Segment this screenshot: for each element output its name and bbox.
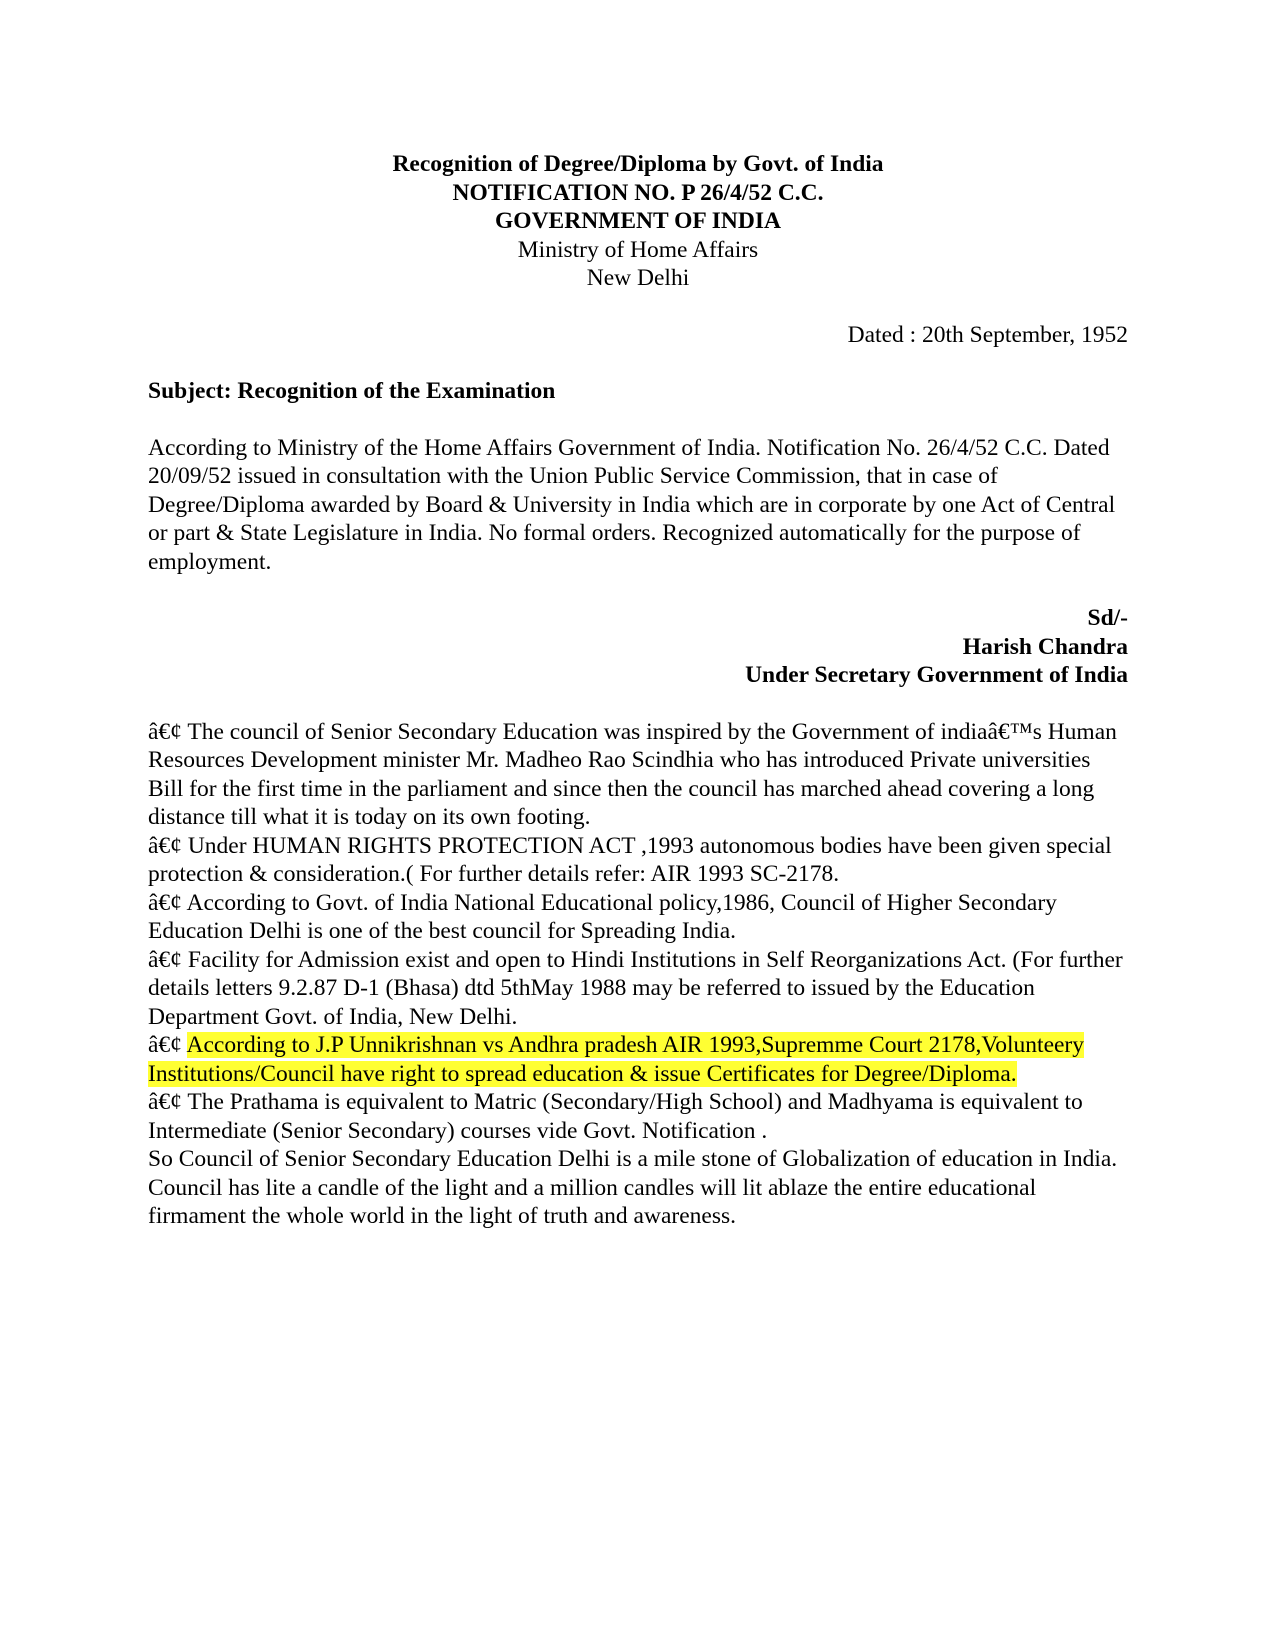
signature-block — [148, 604, 1128, 690]
body-paragraph: According to Ministry of the Home Affairs Government of India. Notification No. 26/4/52 C.C. Dated 20/09/52 issued in consultation with the Union Public Service Commission, that in case of Degree/Diploma awarded by Board & University in India which are in corporate by one Act of Central or part & State Legislature in India. No formal orders. Recognized automatically for the purpose of employment. — [148, 434, 1116, 575]
bullet-marker: â€¢ — [148, 889, 182, 916]
bullet-item — [148, 889, 1128, 946]
location: New Delhi — [586, 265, 690, 291]
ministry-name: Ministry of Home Affairs — [517, 236, 759, 263]
bullet-item — [148, 1088, 1128, 1145]
bullet-marker: â€¢ — [148, 1089, 182, 1115]
bullet-item — [148, 718, 1128, 832]
highlighted-bullet-text: According to J.P Unnikrishnan vs Andhra pradesh AIR 1993,Supremme Court 2178,Volunteery Institutions/Council have right to spread education & issue Certificates for Degree/Diploma. — [148, 1032, 1085, 1087]
signatory-name: Harish Chandra — [962, 633, 1128, 660]
bullet-text: According to Govt. of India National Educational policy,1986, Council of Higher Secondary Education Delhi is one of the best council for Spreading India. — [148, 889, 1057, 944]
bullet-marker: â€¢ — [148, 832, 182, 859]
signatory-title: Under Secretary Government of India — [745, 662, 1128, 688]
subject-line: Subject: Recognition of the Examination — [148, 378, 556, 404]
document-content — [148, 150, 1128, 1231]
closing-paragraph: So Council of Senior Secondary Education Delhi is a mile stone of Globalization of education in India. Council has lite a candle of the light and a million candles will lit ablaze the entire educational firmament the whole world in the light of truth and awareness. — [148, 1146, 1118, 1229]
government-name: GOVERNMENT OF INDIA — [495, 208, 781, 234]
bullet-marker: â€¢ — [148, 946, 182, 973]
bullet-marker: â€¢ — [148, 1032, 182, 1058]
bullet-list — [148, 718, 1128, 1231]
bullet-text: The council of Senior Secondary Education was inspired by the Government of indiaâ€™s Human Resources Development minister Mr. Madheo Rao Scindhia who has introduced Private universities Bill for the first time in the parliament and since then the council has marched ahead covering a long distance till what it is today on its own footing. — [148, 718, 1117, 830]
bullet-text: Facility for Admission exist and open to Hindi Institutions in Self Reorganizations Act. (For further details letters 9.2.87 D-1 (Bhasa) dtd 5thMay 1988 may be referred to issued by the Education Department Govt. of India, New Delhi. — [148, 946, 1123, 1030]
document-header — [148, 150, 1128, 293]
signature-sd: Sd/- — [1087, 605, 1128, 631]
header-title: Recognition of Degree/Diploma by Govt. of India — [392, 151, 884, 177]
bullet-item — [148, 946, 1128, 1032]
bullet-text: The Prathama is equivalent to Matric (Secondary/High School) and Madhyama is equivalent to Intermediate (Senior Secondary) courses vide Govt. Notification . — [148, 1089, 1083, 1144]
document-date: Dated : 20th September, 1952 — [847, 321, 1128, 348]
bullet-text: Under HUMAN RIGHTS PROTECTION ACT ,1993 autonomous bodies have been given special protection & consideration.( For further details refer: AIR 1993 SC-2178. — [148, 832, 1112, 887]
bullet-item — [148, 1031, 1128, 1088]
bullet-item — [148, 832, 1128, 889]
notification-number: NOTIFICATION NO. P 26/4/52 C.C. — [452, 179, 824, 206]
bullet-marker: â€¢ — [148, 718, 182, 745]
